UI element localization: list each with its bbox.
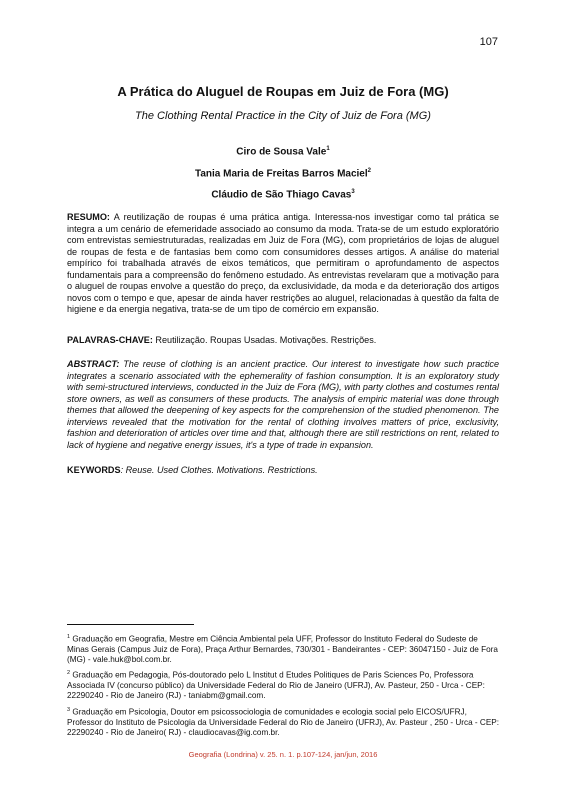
author [60,189,506,200]
footnote-ref: 2 [67,670,71,677]
author-name: Ciro de Sousa Vale [236,146,327,158]
footnote-text: Graduação em Pedagogia, Pós-doutorado pelo L Institut d Etudes Politiques de Paris Sciences Po, Professora Associada IV (concurso público) da Universidade Federal do Rio de Janeiro (UFRJ), Av. Pasteur, 250 - Urca - CEP: 22290240 - Rio de Janeiro (RJ) - taniabm@gmail.com. [67,671,485,701]
abstract-text: The reuse of clothing is an ancient practice. Our interest to investigate how such practice integrates a scenario associated with the ephemerality of fashion consumption. It is an exploratory study with semi-structured interviews, conducted in the Juiz de Fora (MG), with party clothes and costumes rental store owners, as well as consumers of these products. The analysis of empiric material was done through themes that allowed the deepening of key aspects for the comprehension of the studied phenomenon. The interviews revealed that the motivation for the rental of clothing involves matters of price, exclusivity, fashion and deterioration of articles over time and that, although there are still restrictions on rent, related to lack of hygiene and negative energy issues, it's a type of trade in expansion. [67,359,499,450]
paper-subtitle: The Clothing Rental Practice in the City of Juiz de Fora (MG) [135,110,431,122]
keywords-line [67,465,499,477]
palavras-chave-text: Reutilização. Roupas Usadas. Motivações. Restrições. [152,335,377,345]
author-footnote-ref: 1 [326,146,330,152]
running-footer: Geografia (Londrina) v. 25. n. 1. p.107-124, jan/jun, 2016 [188,750,378,759]
abstract-label: ABSTRACT: [67,359,120,369]
author [60,168,506,179]
keywords-text: : Reuse. Used Clothes. Motivations. Restrictions. [120,465,318,475]
resumo-paragraph [67,212,499,316]
footnote-text: Graduação em Psicologia, Doutor em psicossociologia de comunidades e ecologia social pelo EICOS/UFRJ, Professor do Instituto de Psicologia da Universidade Federal do Rio de Janeiro (UFRJ), Av. Pasteur , 250 - Urca - CEP: 22290240 - Rio de Janeiro( RJ) - claudiocavas@ig.com.br. [67,707,500,737]
footnote-ref: 1 [67,634,71,640]
resumo-label: RESUMO: [67,212,110,222]
paper-title: A Prática do Aluguel de Roupas em Juiz de Fora (MG) [117,84,449,99]
resumo-text: A reutilização de roupas é uma prática antiga. Interessa-nos investigar como tal prática se integra a um cenário de efemeridade associado ao consumo da moda. Trata-se de um estudo exploratório com entrevistas semiestruturadas, realizadas em Juiz de Fora (MG), com proprietários de lojas de aluguel de roupas de festa e de fantasias bem como com consumidores desses artigos. A análise do material empírico foi trabalhada através de eixos temáticos, que permitiram o aprofundamento de aspectos fundamentais para a compreensão do fenômeno estudado. As entrevistas revelaram que a motivação para o aluguel de roupas envolve a questão do preço, da exclusividade, da moda e da deterioração dos artigos novos com o tempo e que, apesar de ainda haver restrições ao aluguel, relacionadas à questão da falta de higiene e da energia negativa, trata-se de um tipo de comércio em expansão. [67,212,499,314]
page-number: 107 [479,36,498,48]
keywords-label: KEYWORDS [67,465,121,475]
footnote-ref: 3 [67,706,71,713]
author [60,146,506,157]
footnote [67,705,499,738]
footnote-divider [67,624,194,625]
footnote [67,668,499,701]
author-name: Tania Maria de Freitas Barros Maciel [194,168,368,180]
footnotes [67,632,499,741]
author-footnote-ref: 2 [367,168,371,174]
author-name: Cláudio de São Thiago Cavas [211,189,352,201]
abstract-paragraph [67,359,499,451]
palavras-chave-line [67,335,499,347]
footnote [67,632,499,665]
footnote-text: Graduação em Geografia, Mestre em Ciência Ambiental pela UFF, Professor do Instituto Federal do Sudeste de Minas Gerais (Campus Juiz de Fora), Praça Arthur Bernardes, 730/301 - Bandeirantes - CEP: 36047150 - Juiz de Fora (MG) - vale.huk@bol.com.br. [67,634,498,665]
author-footnote-ref: 3 [351,189,355,195]
palavras-chave-label: PALAVRAS-CHAVE: [67,335,153,345]
